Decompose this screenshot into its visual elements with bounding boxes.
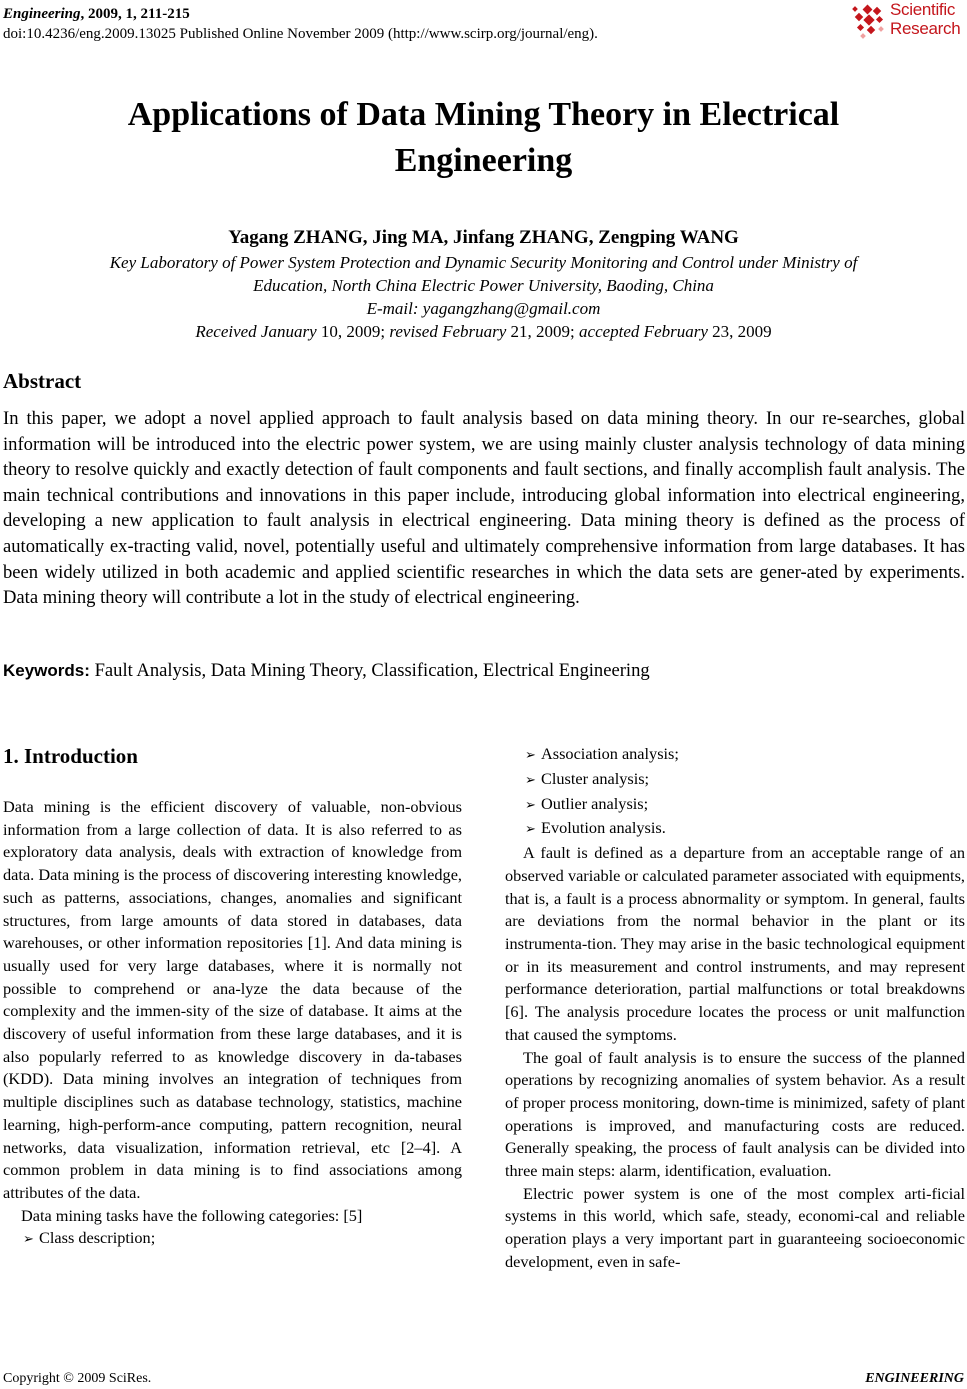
abstract-heading: Abstract (3, 369, 82, 393)
abstract-text: In this paper, we adopt a novel applied approach to fault analysis based on data mining theory. In our re-searches, global information will be introduced into the electric power system, we are using mainly cluster analysis technology of data mining theory to resolve quickly and exactly detection of fault components and fault sections, and finally accomplish fault analysis. The main technical contributions and innovations in this paper include, introducing global information into electrical engineering, developing a new application to fault analysis in electrical engineering. Data mining theory is defined as the process of automatically ex-tracting valid, novel, potentially useful and ultimately comprehensive information from large databases. It has been widely utilized in both academic and applied scientific researches in which the data sets are gener-ated by experiments. Data mining theory will contribute a lot in the study of electrical engineering. (3, 408, 965, 609)
logo-line2: Research (890, 19, 961, 38)
arrow-bullet-icon: ➢ (23, 1232, 34, 1248)
list-item (505, 793, 965, 818)
intro-paragraph-3: A fault is defined as a departure from an acceptable range of an observed variable or calculated parameter associated with equipments, that is, a fault is a process abnormality or symptom. In general, faults are deviations from the normal behavior in the plant or its instrumenta-tion. They may arise in the basic technological equipment or in its measurement and control instruments, and may represent performance deterioration, partial malfunctions or total breakdowns [6]. The analysis procedure locates the process or unit malfunction that caused the symptoms. (505, 843, 965, 1044)
submission-dates (0, 320, 967, 343)
journal-volume: , 2009, 1, 211-215 (80, 6, 190, 22)
contact-email (0, 297, 967, 320)
list-item (505, 743, 965, 768)
list-item-text: Evolution analysis. (541, 818, 666, 838)
list-item (505, 768, 965, 793)
list-item (505, 817, 965, 842)
column-right (505, 743, 965, 1274)
email-address: : yagangzhang@gmail.com (412, 299, 601, 318)
affiliation-line2: Education, North China Electric Power University, Baoding, China (253, 276, 714, 295)
title-line1: Applications of Data Mining Theory in Electrical (127, 96, 840, 133)
keywords-label: Keywords: (3, 661, 90, 680)
column-left (3, 743, 462, 1252)
list-item-text: Class description; (39, 1228, 156, 1248)
journal-name: Engineering (3, 6, 81, 22)
intro-paragraph-5: Electric power system is one of the most complex arti-ficial systems in this world, which safe, steady, economi-cal and reliable operation plays a very important part in guaranteeing socioeconomic development, even in safe- (505, 1183, 965, 1271)
affiliation-line1: Key Laboratory of Power System Protection and Dynamic Security Monitoring and Control under Ministry of (109, 253, 858, 272)
accepted-date: 23, 2009 (707, 322, 772, 341)
revised-date: 21, 2009; (506, 322, 580, 341)
arrow-bullet-icon: ➢ (525, 797, 536, 813)
list-item-text: Outlier analysis; (541, 793, 649, 813)
arrow-bullet-icon: ➢ (525, 772, 536, 788)
copyright-notice: Copyright © 2009 SciRes. (3, 1371, 152, 1386)
section-heading-introduction: 1. Introduction (3, 744, 138, 768)
keywords (3, 659, 650, 683)
received-label: Received January (195, 322, 317, 341)
accepted-label: accepted February (579, 322, 708, 341)
paper-title (0, 92, 967, 184)
arrow-bullet-icon: ➢ (525, 822, 536, 838)
list-item-text: Association analysis; (541, 744, 679, 763)
running-header (3, 4, 598, 44)
intro-paragraph-4: The goal of fault analysis is to ensure the success of the planned operations by recognizing anomalies of system behavior. As a result of proper process monitoring, down-time is minimized, safety of plant operations is improved, and manufacturing costs are reduced. Generally speaking, the process of fault analysis can be divided into three main steps: alarm, identification, evaluation. (505, 1047, 965, 1181)
received-date: 10, 2009; (316, 322, 390, 341)
intro-paragraph-1: Data mining is the efficient discovery of valuable, non-obvious information from a large collection of data. It is also referred to as exploratory data analysis, deals with extraction of knowledge from data. Data mining is the process of discovering interesting knowledge, such as patterns, associations, changes, anomalies and significant structures, from large amounts of data stored in databases, data warehouses, or other information repositories [1]. And data mining is usually used for very large databases, where it is normally not possible to comprehend or ana-lyze the data because of the complexity and the immen-sity of the size of database. It aims at the discovery of useful information from these large databases, and it is also popularly referred to as knowledge discovery in da-tabases (KDD). Data mining involves an integration of techniques from multiple disciplines such as database technology, statistics, machine learning, high-perform-ance computing, pattern recognition, neural networks, data visualization, information retrieval, etc [2–4]. A common problem in data mining is to find associations among attributes of the data. (3, 797, 462, 1202)
author-list: Yagang ZHANG, Jing MA, Jinfang ZHANG, Zengping WANG (228, 227, 739, 248)
affiliation (0, 251, 967, 297)
arrow-bullet-icon: ➢ (525, 748, 536, 763)
journal-citation (3, 4, 598, 24)
title-line2: Engineering (394, 142, 573, 179)
revised-label: revised February (389, 322, 507, 341)
publisher-logo (850, 0, 967, 44)
intro-paragraph-2: Data mining tasks have the following categories: [5] (21, 1205, 363, 1225)
scientific-research-logo-icon (850, 2, 890, 42)
logo-line1: Scientific (890, 0, 956, 19)
journal-footer: ENGINEERING (865, 1371, 964, 1386)
logo-wordmark (890, 0, 960, 38)
list-item (3, 1227, 462, 1252)
list-item-text: Cluster analysis; (541, 768, 650, 788)
keywords-text: Fault Analysis, Data Mining Theory, Classification, Electrical Engineering (89, 660, 650, 681)
doi-line: doi:10.4236/eng.2009.13025 Published Online November 2009 (http://www.scirp.org/journal/eng). (3, 26, 598, 42)
email-label: E-mail (366, 299, 413, 318)
